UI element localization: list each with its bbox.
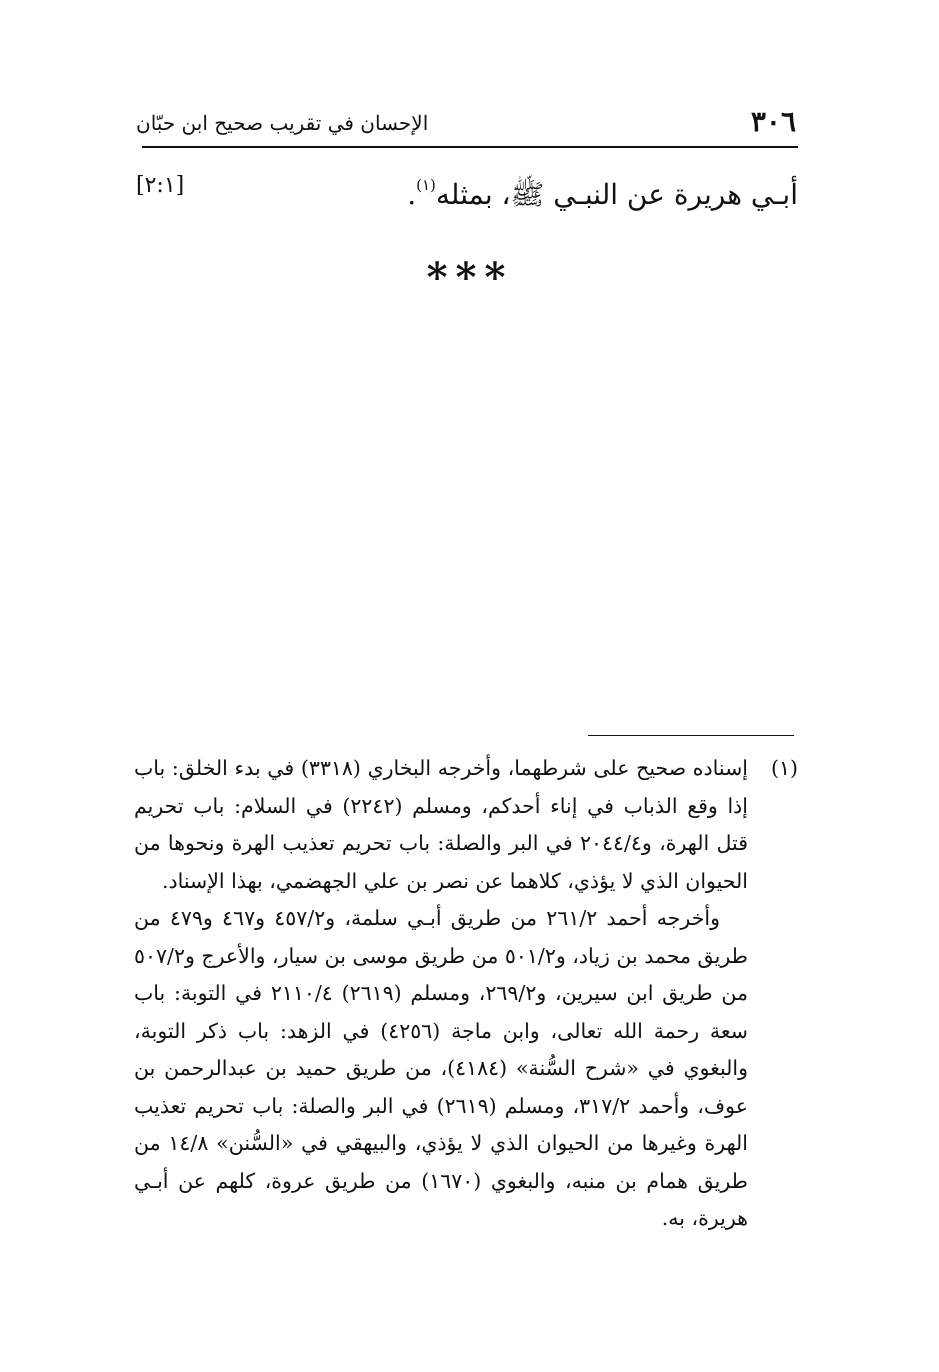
- footnote-1: [134, 750, 798, 1238]
- footnote-rule: [588, 735, 794, 736]
- main-text: [407, 160, 798, 220]
- page-header: [136, 104, 796, 144]
- footnotes: [134, 750, 798, 1238]
- main-text-period: .: [407, 178, 417, 211]
- header-rule: [142, 146, 798, 148]
- main-text-body: أبـي هريرة عن النبـي ﷺ، بمثله: [435, 178, 798, 211]
- hadith-reference: [٢:١]: [136, 173, 185, 198]
- footnote-paragraph-1: إسناده صحيح على شرطهما، وأخرجه البخاري (٣٣١٨) في بدء الخلق: باب إذا وقع الذباب في إناء أحدكم، ومسلم (٢٢٤٢) في السلام: باب تحريم قتل الهرة، و٢٠٤٤/٤ في البر والصلة: باب تحريم تعذيب الهرة ونحوها من الحيوان الذي لا يؤذي، كلاهما عن نصر بن علي الجهضمي، بهذا الإسناد.: [134, 756, 749, 893]
- footnote-paragraph-2: وأخرجه أحمد ٢٦١/٢ من طريق أبـي سلمة، و٤٥٧/٢ و٤٦٧ و٤٧٩ من طريق محمد بن زياد، و٥٠١/٢ من طريق موسى بن سيار، والأعرج و٥٠٧/٢ من طريق ابن سيرين، و٢٦٩/٢، ومسلم (٢٦١٩) ٢١١٠/٤ في التوبة: باب سعة رحمة الله تعالى، وابن ماجة (٤٢٥٦) في الزهد: باب ذكر التوبة، والبغوي في «شرح السُّنة» (٤١٨٤)، من طريق حميد بن عبدالرحمن بن عوف، وأحمد ٣١٧/٢، ومسلم (٢٦١٩) في البر والصلة: باب تحريم تعذيب الهرة وغيرها من الحيوان الذي لا يؤذي، والبيهقي في «السُّنن» ١٤/٨ من طريق همام بن منبه، والبغوي (١٦٧٠) من طريق عروة، كلهم عن أبـي هريرة، به.: [134, 906, 749, 1230]
- running-title: الإحسان في تقريب صحيح ابن حبّان: [136, 111, 429, 135]
- footnote-marker: (١): [770, 756, 798, 780]
- main-text-line: [136, 160, 798, 212]
- section-separator: ***: [426, 254, 514, 301]
- page-number: ٣٠٦: [750, 105, 796, 138]
- footnote-reference: (١): [416, 176, 436, 194]
